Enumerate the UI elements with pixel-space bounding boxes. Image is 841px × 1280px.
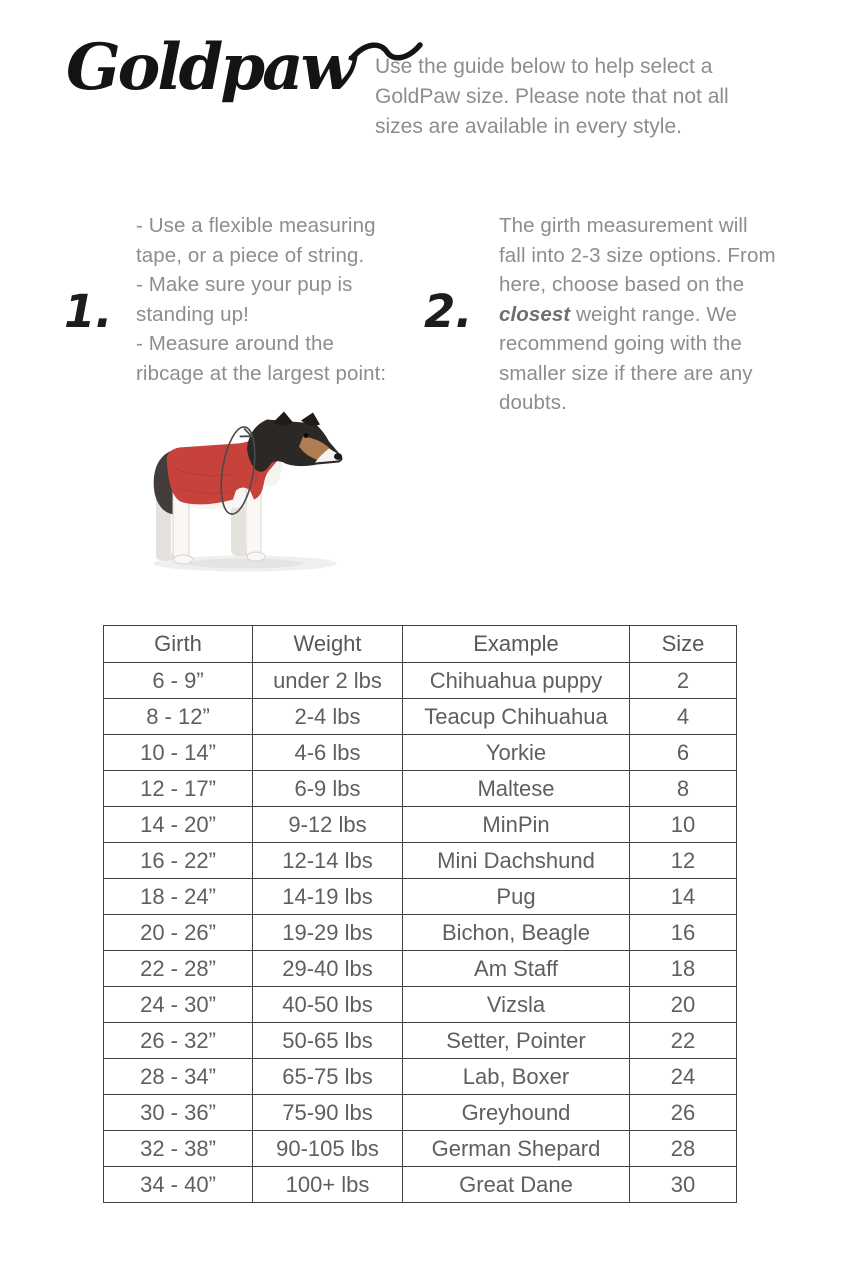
cell-weight: 65-75 lbs [253, 1059, 403, 1095]
cell-size: 20 [630, 987, 737, 1023]
instruction-item: - Make sure your pup is standing up! [136, 273, 353, 326]
cell-girth: 24 - 30” [104, 987, 253, 1023]
cell-weight: 29-40 lbs [253, 951, 403, 987]
table-row [104, 735, 737, 771]
cell-size: 8 [630, 771, 737, 807]
cell-size: 30 [630, 1167, 737, 1203]
header-example: Example [403, 626, 630, 663]
cell-size: 6 [630, 735, 737, 771]
cell-size: 28 [630, 1131, 737, 1167]
cell-girth: 22 - 28” [104, 951, 253, 987]
table-row [104, 1059, 737, 1095]
cell-weight: 12-14 lbs [253, 843, 403, 879]
cell-size: 14 [630, 879, 737, 915]
cell-weight: under 2 lbs [253, 663, 403, 699]
instruction-item: - Use a flexible measuring tape, or a piece of string. [136, 214, 376, 267]
header-girth: Girth [104, 626, 253, 663]
dog-illustration [145, 410, 345, 576]
cell-weight: 40-50 lbs [253, 987, 403, 1023]
step-2-text-after: weight range. We recommend going with the smaller size if there are any doubts. [499, 302, 753, 414]
cell-girth: 20 - 26” [104, 915, 253, 951]
cell-girth: 8 - 12” [104, 699, 253, 735]
cell-girth: 18 - 24” [104, 879, 253, 915]
cell-weight: 100+ lbs [253, 1167, 403, 1203]
dog-photo [145, 410, 345, 576]
cell-girth: 32 - 38” [104, 1131, 253, 1167]
cell-girth: 26 - 32” [104, 1023, 253, 1059]
cell-size: 26 [630, 1095, 737, 1131]
cell-weight: 6-9 lbs [253, 771, 403, 807]
table-row [104, 951, 737, 987]
cell-girth: 6 - 9” [104, 663, 253, 699]
size-chart-table [103, 625, 737, 1203]
step-2-emphasis: closest [499, 302, 571, 326]
cell-size: 18 [630, 951, 737, 987]
step-1-instructions [136, 211, 388, 388]
cell-example: Greyhound [403, 1095, 630, 1131]
dog-head [247, 420, 343, 472]
cell-example: Setter, Pointer [403, 1023, 630, 1059]
cell-girth: 14 - 20” [104, 807, 253, 843]
cell-weight: 14-19 lbs [253, 879, 403, 915]
cell-size: 24 [630, 1059, 737, 1095]
cell-size: 2 [630, 663, 737, 699]
brand-logo-text: Goldpaw [66, 30, 353, 105]
cell-size: 12 [630, 843, 737, 879]
cell-girth: 34 - 40” [104, 1167, 253, 1203]
table-row [104, 879, 737, 915]
table-row [104, 663, 737, 699]
cell-example: Mini Dachshund [403, 843, 630, 879]
table-row [104, 1095, 737, 1131]
cell-weight: 75-90 lbs [253, 1095, 403, 1131]
cell-example: Bichon, Beagle [403, 915, 630, 951]
header-size: Size [630, 626, 737, 663]
cell-example: Chihuahua puppy [403, 663, 630, 699]
cell-girth: 12 - 17” [104, 771, 253, 807]
cell-girth: 10 - 14” [104, 735, 253, 771]
table-row [104, 1023, 737, 1059]
cell-size: 22 [630, 1023, 737, 1059]
cell-weight: 9-12 lbs [253, 807, 403, 843]
cell-example: Great Dane [403, 1167, 630, 1203]
table-row [104, 987, 737, 1023]
step-2-text-before: The girth measurement will fall into 2-3 size options. From here, choose based on the [499, 214, 776, 296]
cell-example: Maltese [403, 771, 630, 807]
cell-example: German Shepard [403, 1131, 630, 1167]
table-row [104, 915, 737, 951]
table-row [104, 807, 737, 843]
cell-example: Am Staff [403, 951, 630, 987]
table-row [104, 1167, 737, 1203]
cell-weight: 50-65 lbs [253, 1023, 403, 1059]
step-1-number: 1. [64, 285, 113, 338]
cell-example: Yorkie [403, 735, 630, 771]
table-row [104, 843, 737, 879]
cell-girth: 16 - 22” [104, 843, 253, 879]
table-header-row [104, 626, 737, 663]
table-row [104, 1131, 737, 1167]
cell-weight: 90-105 lbs [253, 1131, 403, 1167]
table-row [104, 699, 737, 735]
cell-girth: 28 - 34” [104, 1059, 253, 1095]
cell-example: MinPin [403, 807, 630, 843]
brand-logo [66, 30, 423, 105]
cell-size: 4 [630, 699, 737, 735]
cell-example: Pug [403, 879, 630, 915]
header-weight: Weight [253, 626, 403, 663]
cell-weight: 2-4 lbs [253, 699, 403, 735]
cell-weight: 4-6 lbs [253, 735, 403, 771]
table-row [104, 771, 737, 807]
step-2-number: 2. [424, 285, 473, 338]
cell-example: Lab, Boxer [403, 1059, 630, 1095]
cell-example: Teacup Chihuahua [403, 699, 630, 735]
cell-weight: 19-29 lbs [253, 915, 403, 951]
step-2-text [499, 211, 777, 418]
cell-girth: 30 - 36” [104, 1095, 253, 1131]
cell-size: 16 [630, 915, 737, 951]
instruction-item: - Measure around the ribcage at the largest point: [136, 332, 387, 385]
intro-text: Use the guide below to help select a GoldPaw size. Please note that not all sizes are available in every style. [375, 55, 729, 138]
cell-size: 10 [630, 807, 737, 843]
cell-example: Vizsla [403, 987, 630, 1023]
